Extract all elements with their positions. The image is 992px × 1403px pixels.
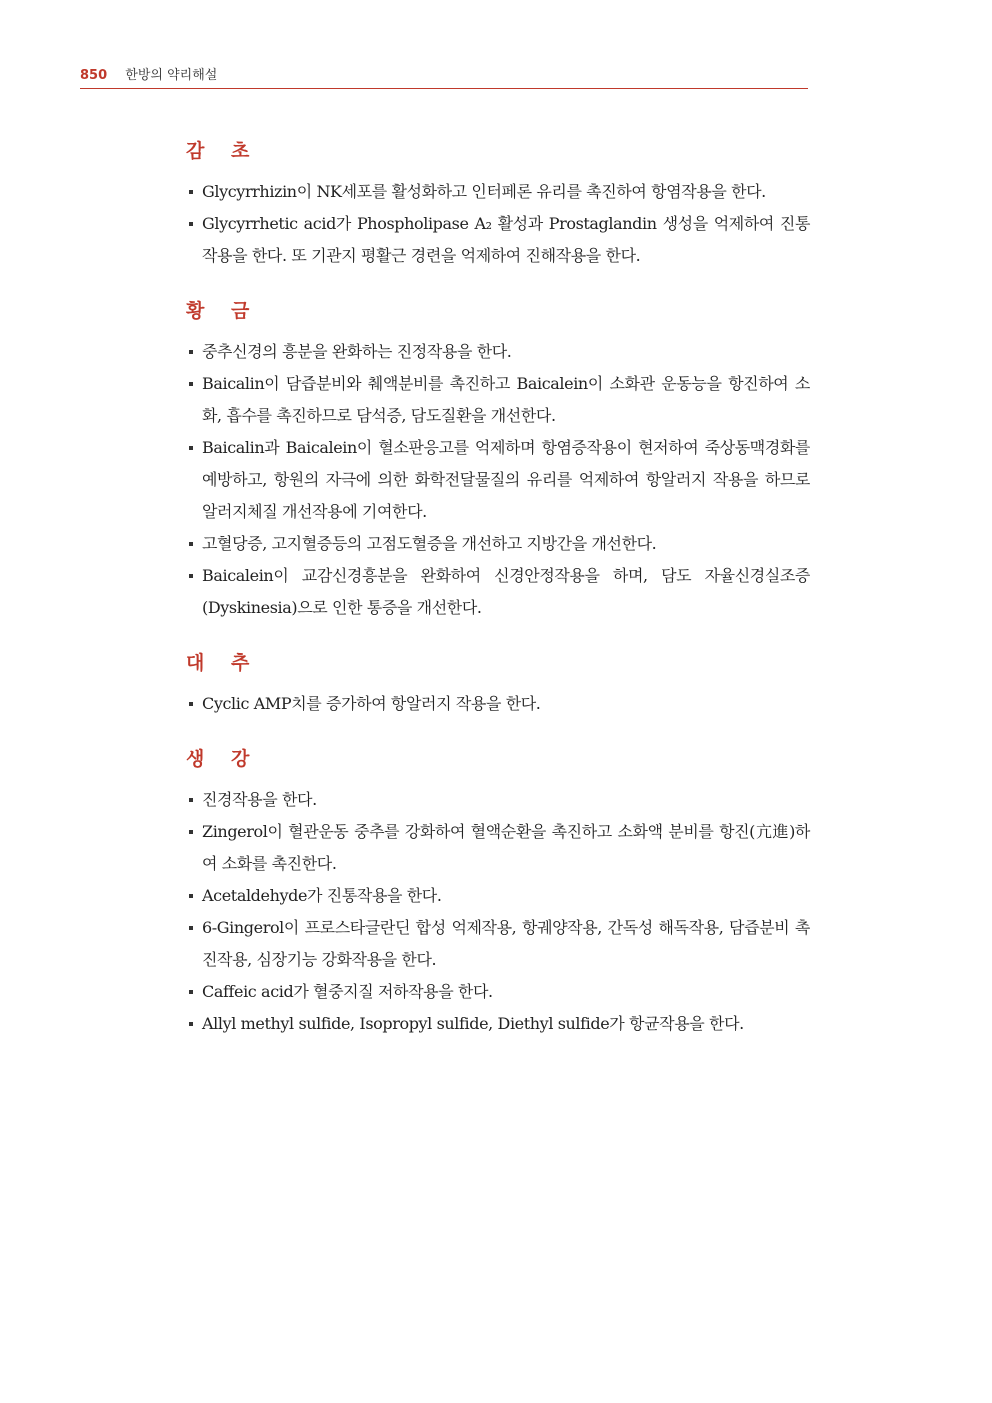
- section-title: 생 강: [186, 748, 260, 770]
- page-number: 850: [80, 68, 108, 83]
- running-title: 한방의 약리해설: [125, 68, 218, 83]
- bullet-list: [186, 336, 810, 624]
- bullet-list: [186, 784, 810, 1040]
- section-hwanggeum: [186, 296, 810, 624]
- bullet-item: Allyl methyl sulfide, Isopropyl sulfide, Diethyl sulfide가 항균작용을 한다.: [186, 1008, 810, 1040]
- bullet-item: Cyclic AMP치를 증가하여 항알러지 작용을 한다.: [186, 688, 810, 720]
- bullet-item: Baicalin이 담즙분비와 췌액분비를 촉진하고 Baicalein이 소화관 운동능을 항진하여 소화, 흡수를 촉진하므로 담석증, 담도질환을 개선한다.: [186, 368, 810, 432]
- section-title: 대 추: [186, 652, 260, 674]
- bullet-item: 고혈당증, 고지혈증등의 고점도혈증을 개선하고 지방간을 개선한다.: [186, 528, 810, 560]
- bullet-item: Zingerol이 혈관운동 중추를 강화하여 혈액순환을 촉진하고 소화액 분비를 항진(亢進)하여 소화를 촉진한다.: [186, 816, 810, 880]
- page-content: [186, 136, 810, 1064]
- bullet-item: 6-Gingerol이 프로스타글란딘 합성 억제작용, 항궤양작용, 간독성 해독작용, 담즙분비 촉진작용, 심장기능 강화작용을 한다.: [186, 912, 810, 976]
- bullet-item: Glycyrrhetic acid가 Phospholipase A₂ 활성과 Prostaglandin 생성을 억제하여 진통작용을 한다. 또 기관지 평활근 경련을 억제하여 진해작용을 한다.: [186, 208, 810, 272]
- section-saenggang: [186, 744, 810, 1040]
- section-gamcho: [186, 136, 810, 272]
- bullet-item: Acetaldehyde가 진통작용을 한다.: [186, 880, 810, 912]
- page-header: [80, 66, 808, 89]
- bullet-list: [186, 176, 810, 272]
- bullet-item: 중추신경의 흥분을 완화하는 진정작용을 한다.: [186, 336, 810, 368]
- section-title: 황 금: [186, 300, 260, 322]
- bullet-item: Baicalein이 교감신경흥분을 완화하여 신경안정작용을 하며, 담도 자율신경실조증(Dyskinesia)으로 인한 통증을 개선한다.: [186, 560, 810, 624]
- bullet-item: 진경작용을 한다.: [186, 784, 810, 816]
- section-daechu: [186, 648, 810, 720]
- bullet-item: Caffeic acid가 혈중지질 저하작용을 한다.: [186, 976, 810, 1008]
- section-title: 감 초: [186, 140, 260, 162]
- bullet-list: [186, 688, 810, 720]
- bullet-item: Glycyrrhizin이 NK세포를 활성화하고 인터페론 유리를 촉진하여 항염작용을 한다.: [186, 176, 810, 208]
- bullet-item: Baicalin과 Baicalein이 혈소판응고를 억제하며 항염증작용이 현저하여 죽상동맥경화를 예방하고, 항원의 자극에 의한 화학전달물질의 유리를 억제하여 항알러지 작용을 하므로 알러지체질 개선작용에 기여한다.: [186, 432, 810, 528]
